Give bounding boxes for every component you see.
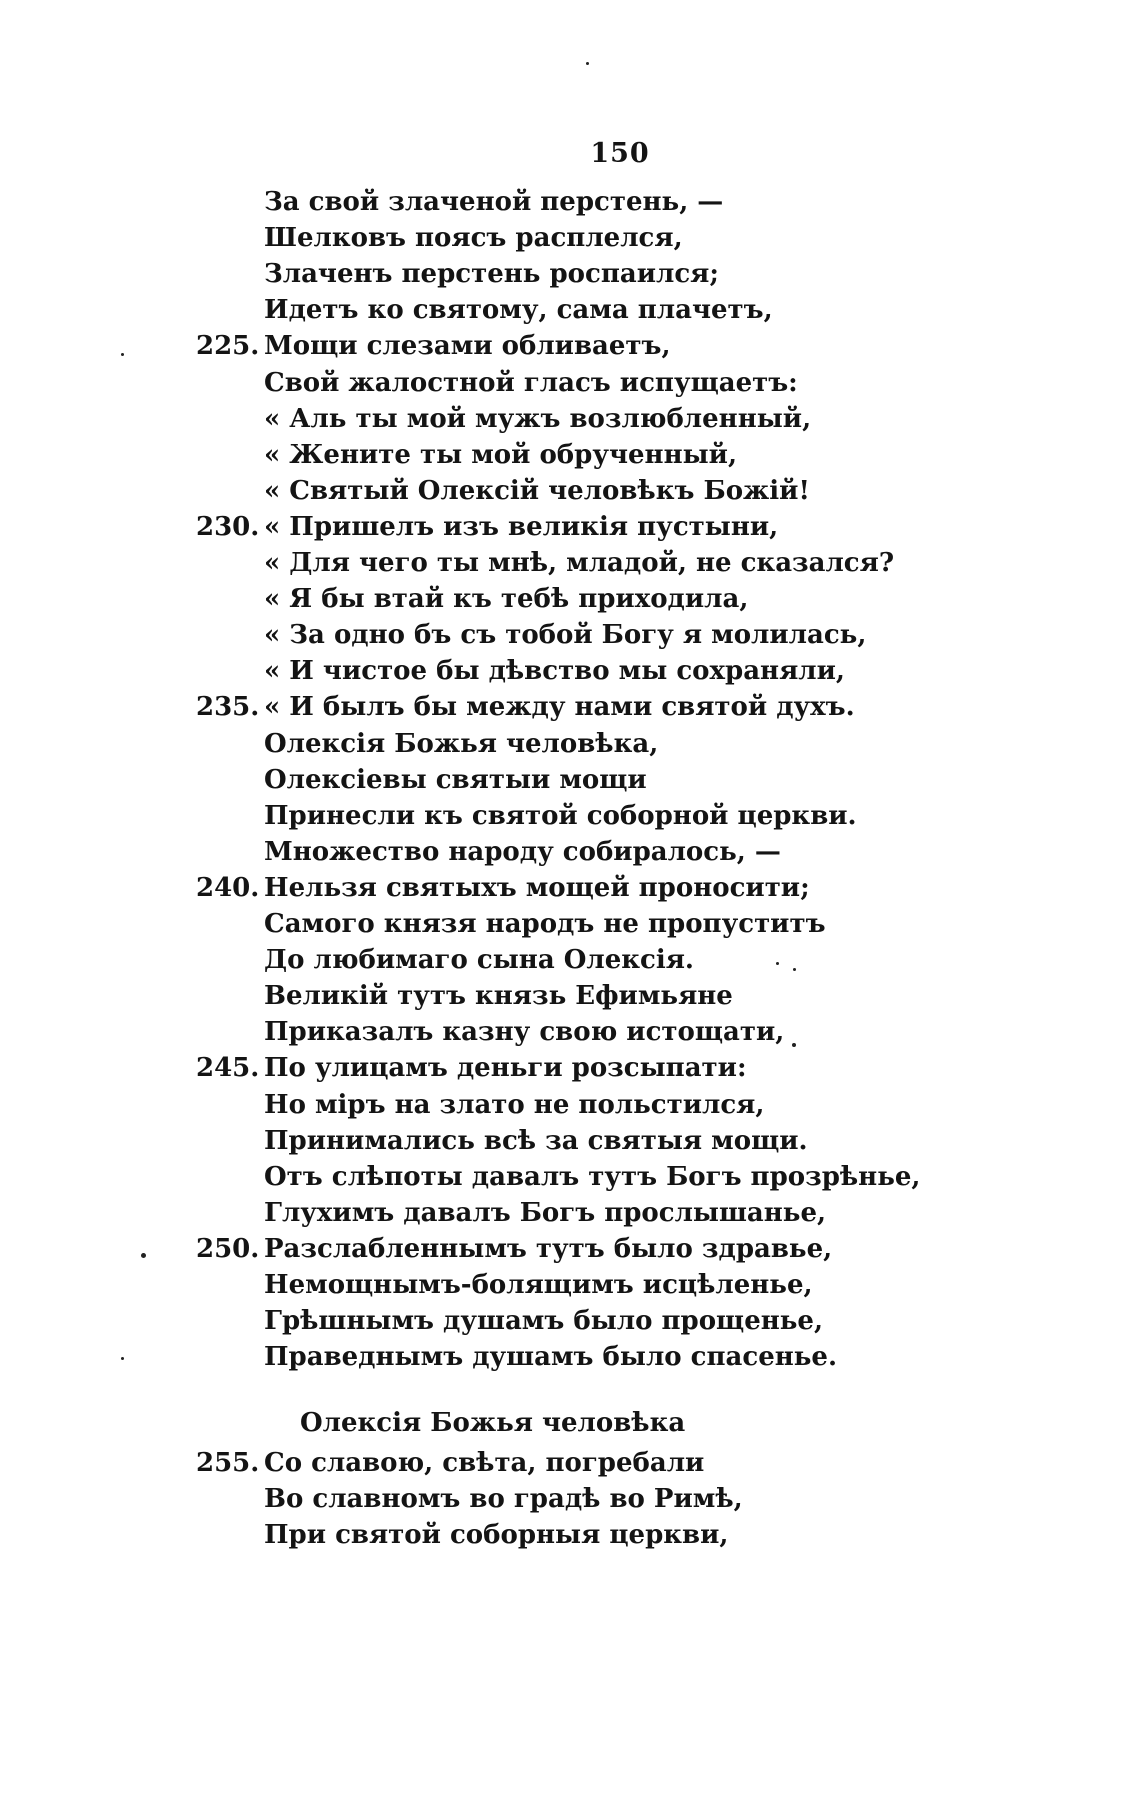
line-text: До любимаго сына Олексія.: [264, 945, 694, 976]
poem-line: [0, 1445, 1140, 1481]
line-text: « Пришелъ изъ великія пустыни,: [264, 511, 779, 542]
line-text: Приказалъ казну свою истощати,: [264, 1017, 785, 1048]
line-number: 255.: [196, 1448, 260, 1478]
line-text: Принесли къ святой соборной церкви.: [264, 800, 857, 831]
line-number: 240.: [196, 872, 260, 903]
poem-line: [0, 1087, 1140, 1123]
scan-speck: [121, 353, 124, 356]
scan-speck: [776, 962, 779, 965]
poem-line: [0, 653, 1140, 689]
line-text: Праведнымъ душамъ было спасенье.: [264, 1342, 838, 1373]
line-text: Самого князя народъ не пропуститъ: [264, 909, 826, 939]
line-number: 245.: [196, 1053, 260, 1084]
line-text: За свой злаченой перстень, —: [264, 187, 724, 217]
scan-speck: [793, 968, 796, 971]
line-text: Идетъ ко святому, сама плачетъ,: [264, 295, 773, 326]
poem-line: [0, 292, 1140, 328]
line-text: « Жените ты мой обрученный,: [264, 439, 738, 470]
poem-line: [0, 978, 1140, 1014]
poem-line: [0, 328, 1140, 364]
line-text: « И былъ бы между нами святой духъ.: [264, 692, 855, 723]
poem-line: [0, 1050, 1140, 1086]
line-text: Отъ слѣпоты давалъ тутъ Богъ прозрѣнье,: [264, 1161, 921, 1192]
poem-line: [0, 509, 1140, 545]
poem-line: [0, 1267, 1140, 1303]
line-text: Мощи слезами обливаетъ,: [264, 331, 671, 362]
line-text: « Я бы втай къ тебѣ приходила,: [264, 584, 749, 615]
poem-line: [0, 365, 1140, 401]
line-number: 230.: [196, 511, 260, 542]
scan-speck: [792, 1043, 796, 1047]
line-text: Злаченъ перстень роспаился;: [264, 259, 719, 290]
poem-line: [0, 401, 1140, 437]
line-text: Олексія Божья человѣка,: [264, 728, 659, 759]
line-text: Разслабленнымъ тутъ было здравье,: [264, 1233, 833, 1264]
page-number: 150: [590, 138, 650, 169]
poem-line: [0, 942, 1140, 978]
poem-line: [0, 1123, 1140, 1159]
line-text: При святой соборныя церкви,: [264, 1520, 729, 1551]
line-text: Множество народу собиралось, —: [264, 836, 781, 867]
line-text: « И чистое бы дѣвство мы сохраняли,: [264, 656, 845, 687]
line-text: Но міръ на злато не польстился,: [264, 1089, 765, 1120]
line-text: Принимались всѣ за святыя мощи.: [264, 1125, 808, 1156]
line-text: Нельзя святыхъ мощей проносити;: [264, 872, 810, 903]
line-text: Олексіевы святыи мощи: [264, 764, 647, 795]
poem-line: [0, 1195, 1140, 1231]
poem-line: [0, 545, 1140, 581]
poem-line: [0, 220, 1140, 256]
poem-line: [0, 689, 1140, 725]
section-heading-text: Олексія Божья человѣка: [300, 1408, 686, 1438]
line-text: « Святый Олексій человѣкъ Божій!: [264, 475, 810, 506]
poem-line: [0, 1303, 1140, 1339]
line-number: 250.: [196, 1233, 260, 1264]
poem-line: [0, 473, 1140, 509]
poem-line: [0, 726, 1140, 762]
line-text: Во славномъ во градѣ во Римѣ,: [264, 1484, 743, 1515]
line-text: Шелковъ поясъ расплелся,: [264, 223, 683, 254]
poem-line: [0, 870, 1140, 906]
line-number: 235.: [196, 692, 260, 723]
scan-speck: [121, 1357, 124, 1360]
line-number: 225.: [196, 331, 260, 362]
line-text: Грѣшнымъ душамъ было прощенье,: [264, 1306, 823, 1337]
poem-line: [0, 762, 1140, 798]
line-text: Великій тутъ князь Ефимьяне: [264, 981, 733, 1012]
line-text: Немощнымъ-болящимъ исцѣленье,: [264, 1270, 813, 1300]
poem-line: [0, 1231, 1140, 1267]
poem-line: [0, 1014, 1140, 1050]
line-text: По улицамъ деньги розсыпати:: [264, 1053, 747, 1084]
poem-line: [0, 1481, 1140, 1517]
line-text: Со славою, свѣта, погребали: [264, 1448, 705, 1478]
poem-line: [0, 437, 1140, 473]
poem-line: [0, 184, 1140, 220]
line-text: « Для чего ты мнѣ, младой, не сказался?: [264, 548, 895, 578]
poem-line: [0, 834, 1140, 870]
scan-speck: [141, 1253, 146, 1258]
poem-line: [0, 1159, 1140, 1195]
poem-line: [0, 581, 1140, 617]
line-text: Глухимъ давалъ Богъ прослышанье,: [264, 1197, 827, 1228]
poem-line: [0, 617, 1140, 653]
line-text: « За одно бъ съ тобой Богу я молилась,: [264, 620, 867, 651]
line-text: Свой жалостной гласъ испущаетъ:: [264, 367, 798, 398]
poem-line: [0, 1517, 1140, 1553]
poem-line: [0, 798, 1140, 834]
poem-line: [0, 906, 1140, 942]
poem-line: [0, 1339, 1140, 1375]
scan-speck: [586, 62, 589, 65]
line-text: « Аль ты мой мужъ возлюбленный,: [264, 403, 812, 434]
poem-line: [0, 256, 1140, 292]
